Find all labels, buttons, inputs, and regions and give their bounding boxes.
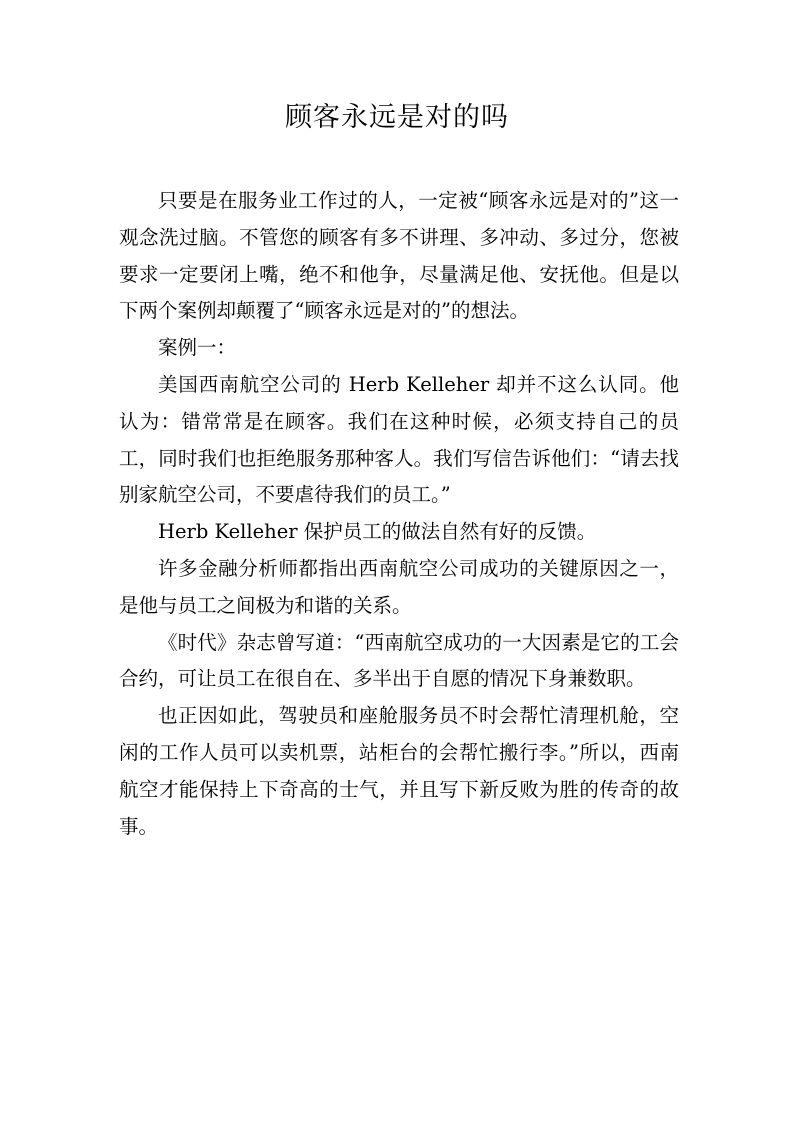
paragraph-case-one: 美国西南航空公司的 Herb Kelleher 却并不这么认同。他认为：错常常是在顾客。我们在这种时候，必须支持自己的员工，同时我们也拒绝服务那种客人。我们写信告诉他们：“请去找别家航空公司，不要虐待我们的员工。” — [119, 372, 679, 507]
paragraph-conclusion: 也正因如此，驾驶员和座舱服务员不时会帮忙清理机舱，空闲的工作人员可以卖机票，站柜台的会帮忙搬行李。”所以，西南航空才能保持上下奇高的士气，并且写下新反败为胜的传奇的故事。 — [119, 704, 679, 838]
paragraph-case-heading: 案例一： — [158, 336, 237, 360]
document-title: 顾客永远是对的吗 — [285, 102, 509, 133]
document-body — [119, 183, 679, 845]
paragraph-time-quote: 《时代》杂志曾写道：“西南航空成功的一大因素是它的工会合约，可让员工在很自在、多半出于自愿的情况下身兼数职。 — [119, 630, 679, 691]
paragraph-analysts: 许多金融分析师都指出西南航空公司成功的关键原因之一，是他与员工之间极为和谐的关系。 — [119, 556, 679, 617]
paragraph-feedback: Herb Kelleher 保护员工的做法自然有好的反馈。 — [158, 520, 597, 544]
paragraph-intro: 只要是在服务业工作过的人，一定被“顾客永远是对的”这一观念洗过脑。不管您的顾客有多不讲理、多冲动、多过分，您被要求一定要闭上嘴，绝不和他争，尽量满足他、安抚他。但是以下两个案例却颠覆了“顾客永远是对的”的想法。 — [119, 189, 679, 323]
